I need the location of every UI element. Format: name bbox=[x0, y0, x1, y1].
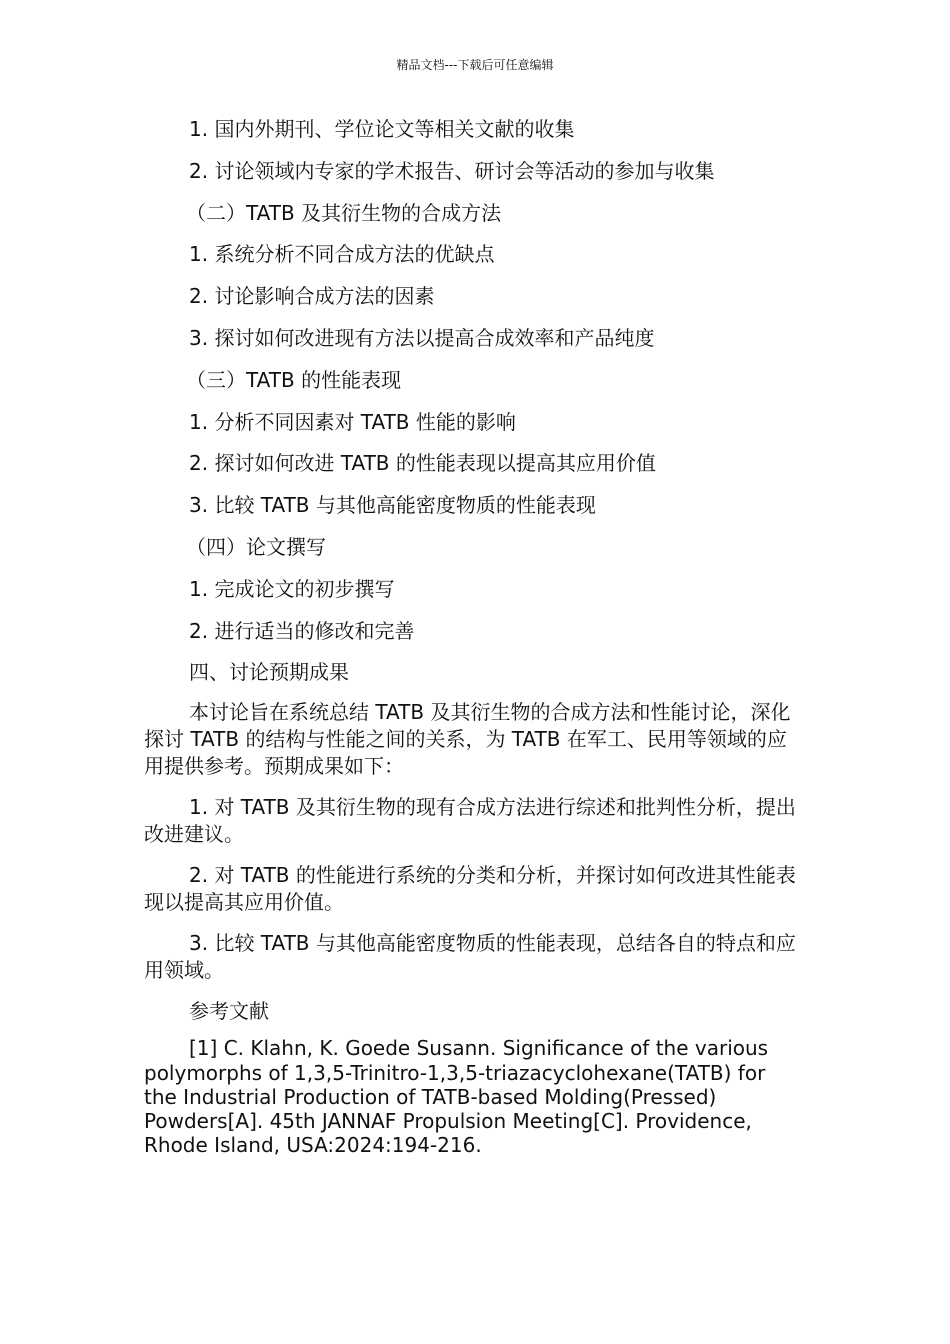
paragraph-intro: 本讨论旨在系统总结 TATB 及其衍生物的合成方法和性能讨论，深化探讨 TATB 的结构与性能之间的关系，为 TATB 在军工、民用等领域的应用提供参考。预期成果如下： bbox=[144, 700, 791, 779]
list-item: 1. 分析不同因素对 TATB 性能的影响 bbox=[189, 409, 516, 434]
list-item: 1. 国内外期刊、学位论文等相关文献的收集 bbox=[189, 117, 575, 141]
paragraph-outcome-1: 1. 对 TATB 及其衍生物的现有合成方法进行综述和批判性分析，提出改进建议。 bbox=[144, 795, 796, 847]
list-item: 2. 讨论领域内专家的学术报告、研讨会等活动的参加与收集 bbox=[189, 158, 715, 183]
page-header: 精品文档---下载后可任意编辑 bbox=[396, 58, 554, 72]
section-heading: （三）TATB 的性能表现 bbox=[186, 367, 402, 392]
list-item: 3. 探讨如何改进现有方法以提高合成效率和产品纯度 bbox=[189, 325, 655, 350]
chapter-heading: 四、讨论预期成果 bbox=[189, 660, 349, 685]
list-item: 1. 系统分析不同合成方法的优缺点 bbox=[189, 242, 495, 267]
section-heading: （二）TATB 及其衍生物的合成方法 bbox=[186, 200, 502, 225]
list-item: 3. 比较 TATB 与其他高能密度物质的性能表现 bbox=[189, 493, 596, 518]
list-item: 2. 探讨如何改进 TATB 的性能表现以提高其应用价值 bbox=[189, 451, 656, 476]
paragraph-outcome-3: 3. 比较 TATB 与其他高能密度物质的性能表现，总结各自的特点和应用领域。 bbox=[144, 931, 796, 983]
list-item: 1. 完成论文的初步撰写 bbox=[189, 576, 395, 601]
list-item: 2. 讨论影响合成方法的因素 bbox=[189, 284, 435, 309]
reference-item: [1] C. Klahn, K. Goede Susann. Significance of the various polymorphs of 1,3,5-Trinitro-1,3,5-triazacyclohexane(TATB) for the Industrial Production of TATB-based Molding(Pressed) Powders[A]. 45th JANNAF Propulsion Meeting[C]. Providence, Rhode Island, USA:2024:194-216. bbox=[144, 1036, 769, 1158]
list-item: 2. 进行适当的修改和完善 bbox=[189, 618, 415, 643]
section-heading: （四）论文撰写 bbox=[186, 534, 326, 559]
document-body bbox=[144, 116, 800, 1157]
paragraph-outcome-2: 2. 对 TATB 的性能进行系统的分类和分析，并探讨如何改进其性能表现以提高其应用价值。 bbox=[144, 863, 796, 915]
references-heading: 参考文献 bbox=[189, 999, 269, 1024]
